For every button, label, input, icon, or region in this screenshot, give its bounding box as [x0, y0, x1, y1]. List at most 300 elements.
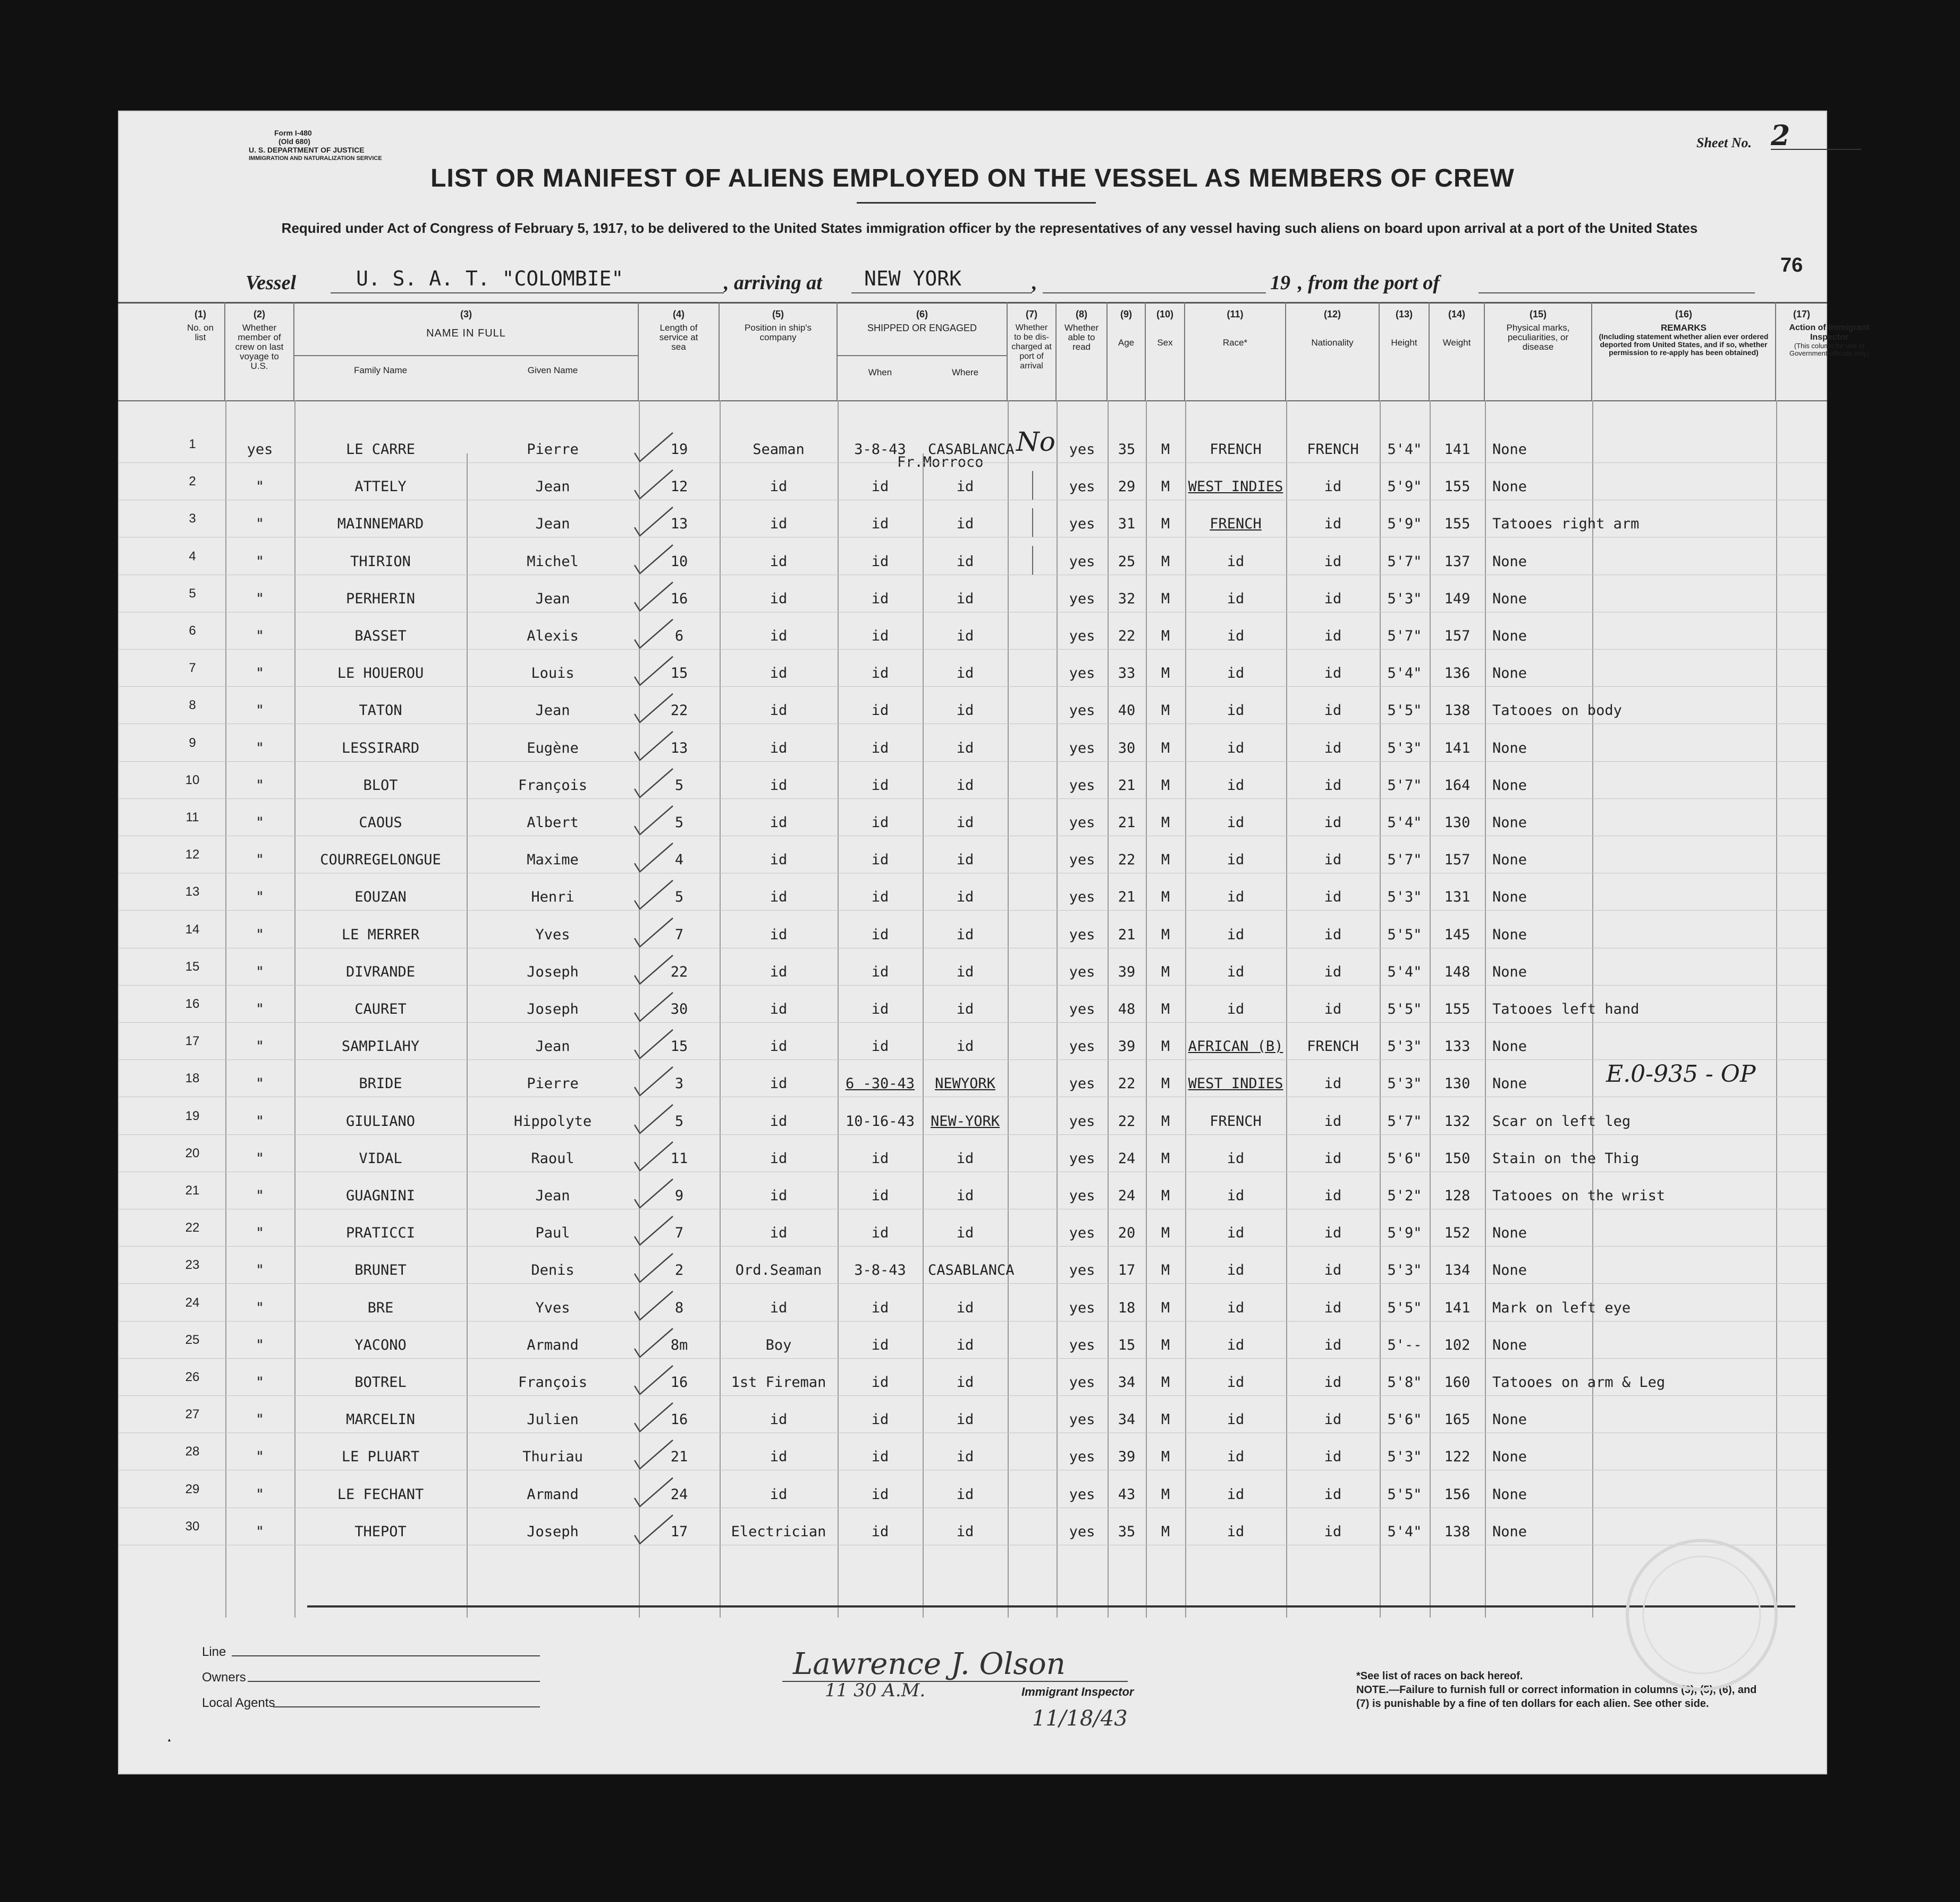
row-number: 25 [185, 1332, 200, 1347]
races-note: *See list of races on back hereof. [1356, 1670, 1523, 1682]
able-to-read: yes [1069, 852, 1095, 869]
nationality: id [1324, 1374, 1342, 1391]
given-name: Michel [527, 553, 579, 570]
able-to-read: yes [1069, 963, 1095, 980]
inspector-signature: Lawrence J. Olson [793, 1647, 1066, 1681]
from-port-underline [1479, 292, 1755, 293]
sex: M [1161, 777, 1170, 794]
crew-last-voyage: " [255, 926, 265, 943]
sex: M [1161, 628, 1170, 644]
family-name: DIVRANDE [345, 963, 416, 980]
check-mark-icon [632, 1365, 674, 1396]
physical-marks: None [1492, 590, 1527, 607]
header-num: (7) [1026, 309, 1037, 319]
table-row [118, 1362, 1827, 1400]
height: 5'9" [1387, 516, 1422, 533]
nationality: id [1324, 702, 1342, 719]
shipped-when: id [871, 1001, 889, 1017]
physical-marks: Tatooes on arm & Leg [1492, 1374, 1666, 1391]
shipped-where: id [956, 1336, 974, 1353]
position: Ord.Seaman [735, 1262, 822, 1279]
given-name: Jean [535, 702, 570, 719]
race: FRENCH [1210, 1113, 1262, 1130]
race: id [1227, 1150, 1245, 1167]
height: 5'5" [1387, 1486, 1422, 1503]
crew-last-voyage: " [255, 665, 265, 682]
position: id [770, 814, 788, 831]
physical-marks: None [1492, 1038, 1527, 1055]
manifest-sheet [118, 111, 1870, 1774]
shipped-where: id [956, 1188, 974, 1204]
row-number: 12 [185, 847, 200, 862]
race: id [1227, 1449, 1245, 1466]
row-rule [118, 649, 1827, 650]
sex: M [1161, 1262, 1170, 1279]
shipped-when: id [871, 777, 889, 794]
nationality: id [1324, 963, 1342, 980]
sex: M [1161, 516, 1170, 533]
age: 39 [1118, 963, 1136, 980]
sex: M [1161, 1038, 1170, 1055]
header-col-2 [225, 302, 294, 400]
family-name: THIRION [350, 553, 411, 570]
nationality: id [1324, 1188, 1342, 1204]
age: 48 [1118, 1001, 1136, 1017]
height: 5'8" [1387, 1374, 1422, 1391]
given-name: Jean [535, 478, 570, 495]
sex: M [1161, 1150, 1170, 1167]
shipped-where: id [956, 777, 974, 794]
length-of-service: 16 [670, 1411, 688, 1428]
sex: M [1161, 702, 1170, 719]
table-row [118, 1139, 1827, 1176]
form-old-number: (Old 680) [278, 137, 310, 146]
check-mark-icon [632, 1066, 674, 1098]
row-number: 1 [189, 437, 196, 451]
physical-marks: Stain on the Thig [1492, 1150, 1640, 1167]
given-name: Henri [531, 889, 575, 906]
header-num: (16) [1675, 309, 1692, 319]
shipped-where: id [956, 665, 974, 682]
header-label: Age [1118, 338, 1135, 348]
row-rule [118, 1134, 1827, 1135]
length-of-service: 5 [674, 1113, 684, 1130]
age: 15 [1118, 1336, 1136, 1353]
row-number: 5 [189, 586, 196, 601]
nationality: FRENCH [1307, 1038, 1359, 1055]
weight: 155 [1444, 1001, 1471, 1017]
able-to-read: yes [1069, 1486, 1095, 1503]
service-name: IMMIGRATION AND NATURALIZATION SERVICE [249, 155, 382, 162]
table-row [118, 915, 1827, 952]
shipped-where: id [956, 889, 974, 906]
weight: 102 [1444, 1336, 1471, 1353]
given-name: Maxime [527, 852, 579, 869]
check-mark-icon [632, 1215, 674, 1247]
position: id [770, 1075, 788, 1092]
able-to-read: yes [1069, 665, 1095, 682]
physical-marks: None [1492, 1336, 1527, 1353]
row-number: 23 [185, 1258, 200, 1273]
header-label: Height [1391, 338, 1417, 348]
shipped-when: id [871, 1038, 889, 1055]
shipped-when: id [871, 1299, 889, 1316]
physical-marks: None [1492, 777, 1527, 794]
header-label: Weight [1442, 338, 1471, 348]
shipped-where: NEW-YORK [930, 1113, 1000, 1130]
shipped-when: id [871, 814, 889, 831]
row-number: 9 [189, 735, 196, 750]
family-name: BLOT [363, 777, 398, 794]
nationality: id [1324, 1113, 1342, 1130]
header-num: (1) [195, 309, 206, 319]
length-of-service: 5 [674, 777, 684, 794]
weight: 130 [1444, 1075, 1471, 1092]
race: id [1227, 1001, 1245, 1017]
height: 5'7" [1387, 1113, 1422, 1130]
given-name: Eugène [527, 739, 579, 756]
nationality: id [1324, 1225, 1342, 1242]
race: id [1227, 553, 1245, 570]
family-name: COURREGELONGUE [320, 852, 441, 869]
table-row [118, 1288, 1827, 1325]
row-number: 21 [185, 1183, 200, 1198]
discharge-line [1032, 546, 1033, 575]
check-mark-icon [632, 1477, 674, 1509]
table-row [118, 426, 1827, 470]
crew-last-voyage: yes [247, 441, 273, 458]
position: id [770, 702, 788, 719]
shipped-when: id [871, 1449, 889, 1466]
page-title: LIST OR MANIFEST OF ALIENS EMPLOYED ON THE VESSEL AS MEMBERS OF CREW [430, 164, 1515, 192]
nationality: id [1324, 889, 1342, 906]
vessel-line [118, 266, 1827, 298]
family-name: MAINNEMARD [337, 516, 424, 533]
height: 5'4" [1387, 1523, 1422, 1540]
nationality: FRENCH [1307, 441, 1359, 458]
header-label: Position in ship's company [744, 323, 812, 342]
shipped-when: id [871, 739, 889, 756]
sheet-number-label: Sheet No. [1696, 135, 1752, 150]
given-name: Thuriau [522, 1449, 583, 1466]
row-rule [118, 723, 1827, 724]
header-col-13 [1380, 302, 1430, 400]
family-name: PRATICCI [345, 1225, 416, 1242]
family-name: BRE [367, 1299, 394, 1316]
able-to-read: yes [1069, 1262, 1095, 1279]
shipped-where-line2: Fr.Morroco [897, 454, 984, 470]
height: 5'3" [1387, 1075, 1422, 1092]
length-of-service: 8m [670, 1336, 688, 1353]
sex: M [1161, 852, 1170, 869]
position: id [770, 889, 788, 906]
able-to-read: yes [1069, 1075, 1095, 1092]
table-row [118, 840, 1827, 877]
family-name: EOUZAN [354, 889, 407, 906]
shipped-when: 3-8-43 [854, 441, 906, 458]
table-row [118, 1512, 1827, 1549]
table-row [118, 877, 1827, 914]
family-name: LE CARRE [345, 441, 416, 458]
race: id [1227, 1336, 1245, 1353]
row-rule [118, 1246, 1827, 1247]
shipped-where: id [956, 553, 974, 570]
row-number: 16 [185, 997, 200, 1011]
nationality: id [1324, 1075, 1342, 1092]
age: 22 [1118, 1113, 1136, 1130]
header-label: Physical marks, peculiarities, or disease [1506, 323, 1570, 352]
crew-last-voyage: " [255, 1299, 265, 1316]
check-mark-icon [632, 1514, 674, 1546]
physical-marks: None [1492, 889, 1527, 906]
crew-last-voyage: " [255, 963, 265, 980]
position: id [770, 1188, 788, 1204]
shipped-when: id [871, 926, 889, 943]
shipped-when: 10-16-43 [845, 1113, 915, 1130]
sex: M [1161, 739, 1170, 756]
race: WEST INDIES [1188, 478, 1283, 495]
able-to-read: yes [1069, 777, 1095, 794]
row-rule [118, 1321, 1827, 1322]
year-label: 19 [1270, 272, 1290, 294]
physical-marks: Tatooes left hand [1492, 1001, 1640, 1017]
shipped-when: id [871, 665, 889, 682]
weight: 130 [1444, 814, 1471, 831]
able-to-read: yes [1069, 739, 1095, 756]
header-col-5 [720, 302, 838, 400]
nationality: id [1324, 777, 1342, 794]
table-row [118, 1101, 1827, 1139]
check-mark-icon [632, 469, 674, 501]
shipped-where: id [956, 1486, 974, 1503]
position: 1st Fireman [731, 1374, 826, 1391]
position: id [770, 777, 788, 794]
family-name: GIULIANO [345, 1113, 416, 1130]
nationality: id [1324, 1411, 1342, 1428]
crew-last-voyage: " [255, 1486, 265, 1503]
shipped-when: 6 -30-43 [845, 1075, 915, 1092]
crew-last-voyage: " [255, 1374, 265, 1391]
crew-last-voyage: " [255, 1001, 265, 1017]
height: 5'4" [1387, 665, 1422, 682]
sheet-number [1696, 120, 1790, 152]
check-mark-icon [632, 432, 674, 464]
shipped-where: id [956, 516, 974, 533]
row-rule [118, 910, 1827, 911]
table-row [118, 765, 1827, 803]
race: id [1227, 702, 1245, 719]
date-underline [1043, 292, 1266, 293]
position: id [770, 1411, 788, 1428]
header-bottom-rule [118, 400, 1827, 401]
given-name: Jean [535, 590, 570, 607]
table-row [118, 1026, 1827, 1064]
age: 30 [1118, 739, 1136, 756]
nationality: id [1324, 1486, 1342, 1503]
discharge-line [1032, 471, 1033, 500]
height: 5'7" [1387, 777, 1422, 794]
family-name: YACONO [354, 1336, 407, 1353]
family-name: LE MERRER [341, 926, 420, 943]
able-to-read: yes [1069, 1523, 1095, 1540]
family-name: CAOUS [359, 814, 402, 831]
table-row [118, 1475, 1827, 1512]
length-of-service: 15 [670, 665, 688, 682]
header-label: Whether able to read [1064, 323, 1099, 352]
nationality: id [1324, 814, 1342, 831]
crew-last-voyage: " [255, 478, 265, 495]
shipped-when: id [871, 1225, 889, 1242]
crew-last-voyage: " [255, 1449, 265, 1466]
from-port-label: , from the port of [1298, 272, 1440, 294]
nationality: id [1324, 1299, 1342, 1316]
age: 34 [1118, 1374, 1136, 1391]
height: 5'3" [1387, 1262, 1422, 1279]
physical-marks: None [1492, 963, 1527, 980]
check-mark-icon [632, 768, 674, 799]
weight: 145 [1444, 926, 1471, 943]
given-name: Jean [535, 1038, 570, 1055]
shipped-when: id [871, 1336, 889, 1353]
shipped-where: CASABLANCA [928, 441, 1015, 458]
position: id [770, 1038, 788, 1055]
age: 35 [1118, 1523, 1136, 1540]
physical-marks: None [1492, 1523, 1527, 1540]
given-name: Julien [527, 1411, 579, 1428]
weight: 155 [1444, 478, 1471, 495]
sex: M [1161, 1336, 1170, 1353]
header-label: Nationality [1311, 338, 1354, 348]
race: id [1227, 926, 1245, 943]
physical-marks: None [1492, 478, 1527, 495]
header-given: Given Name [527, 365, 578, 375]
family-name: PERHERIN [345, 590, 416, 607]
nationality: id [1324, 1150, 1342, 1167]
vessel-name: U. S. A. T. "COLOMBIE" [356, 267, 624, 290]
height: 5'3" [1387, 1449, 1422, 1466]
shipped-where: id [956, 702, 974, 719]
crew-last-voyage: " [255, 1411, 265, 1428]
arriving-label: , arriving at [724, 272, 822, 294]
family-name: THEPOT [354, 1523, 407, 1540]
local-agents-label: Local Agents [202, 1696, 275, 1710]
nationality: id [1324, 665, 1342, 682]
header-col-8 [1057, 302, 1108, 400]
position: id [770, 1001, 788, 1017]
height: 5'7" [1387, 553, 1422, 570]
line-label: Line [202, 1645, 226, 1659]
given-name: Armand [527, 1486, 579, 1503]
table-row [118, 691, 1827, 728]
weight: 138 [1444, 702, 1471, 719]
check-mark-icon [632, 1141, 674, 1173]
able-to-read: yes [1069, 1299, 1095, 1316]
age: 20 [1118, 1225, 1136, 1242]
shipped-when: id [871, 1523, 889, 1540]
weight: 138 [1444, 1523, 1471, 1540]
shipped-where: id [956, 590, 974, 607]
crew-last-voyage: " [255, 852, 265, 869]
age: 22 [1118, 852, 1136, 869]
given-name: Joseph [527, 1001, 579, 1017]
weight: 157 [1444, 628, 1471, 644]
family-name: ATTELY [354, 478, 407, 495]
age: 21 [1118, 926, 1136, 943]
length-of-service: 7 [674, 1225, 684, 1242]
corner-number: 76 [1780, 254, 1803, 276]
height: 5'5" [1387, 1001, 1422, 1017]
row-rule [118, 798, 1827, 799]
header-num: (9) [1120, 309, 1132, 319]
header-col-14 [1430, 302, 1485, 400]
shipped-where: CASABLANCA [928, 1262, 1015, 1279]
shipped-where: id [956, 1299, 974, 1316]
weight: 137 [1444, 553, 1471, 570]
vessel-label: Vessel [246, 272, 296, 294]
discharge-line [1032, 508, 1033, 537]
height: 5'4" [1387, 814, 1422, 831]
form-header [249, 129, 382, 163]
race: id [1227, 777, 1245, 794]
header-num: (6) [916, 309, 928, 319]
age: 32 [1118, 590, 1136, 607]
family-name: LE FECHANT [337, 1486, 424, 1503]
position: id [770, 926, 788, 943]
position: id [770, 478, 788, 495]
race: AFRICAN (B) [1188, 1038, 1283, 1055]
nationality: id [1324, 739, 1342, 756]
height: 5'4" [1387, 441, 1422, 458]
given-name: Paul [535, 1225, 570, 1242]
arriving-comma: , [1032, 272, 1037, 294]
header-when: When [868, 367, 892, 377]
weight: 165 [1444, 1411, 1471, 1428]
header-col-11 [1185, 302, 1286, 400]
table-row [118, 1061, 1827, 1101]
row-rule [118, 686, 1827, 687]
race: WEST INDIES [1188, 1075, 1283, 1092]
height: 5'2" [1387, 1188, 1422, 1204]
line-field [232, 1655, 540, 1656]
row-number: 11 [185, 810, 199, 824]
arriving-port: NEW YORK [864, 267, 962, 290]
owners-field [248, 1681, 540, 1682]
height: 5'5" [1387, 926, 1422, 943]
position: id [770, 665, 788, 682]
able-to-read: yes [1069, 1411, 1095, 1428]
physical-marks: None [1492, 1262, 1527, 1279]
header-col-12 [1286, 302, 1380, 400]
length-of-service: 4 [674, 852, 684, 869]
header-family: Family Name [353, 365, 408, 375]
header-num: (13) [1395, 309, 1413, 319]
nationality: id [1324, 1523, 1342, 1540]
height: 5'6" [1387, 1150, 1422, 1167]
age: 33 [1118, 665, 1136, 682]
sex: M [1161, 1374, 1170, 1391]
physical-marks: None [1492, 1225, 1527, 1242]
shipped-when: id [871, 1188, 889, 1204]
race: id [1227, 1225, 1245, 1242]
check-mark-icon [632, 544, 674, 576]
table-row [118, 952, 1827, 989]
position: id [770, 516, 788, 533]
nationality: id [1324, 1001, 1342, 1017]
shipped-where: NEWYORK [935, 1075, 995, 1092]
crew-last-voyage: " [255, 1225, 265, 1242]
age: 22 [1118, 1075, 1136, 1092]
physical-marks: None [1492, 926, 1527, 943]
